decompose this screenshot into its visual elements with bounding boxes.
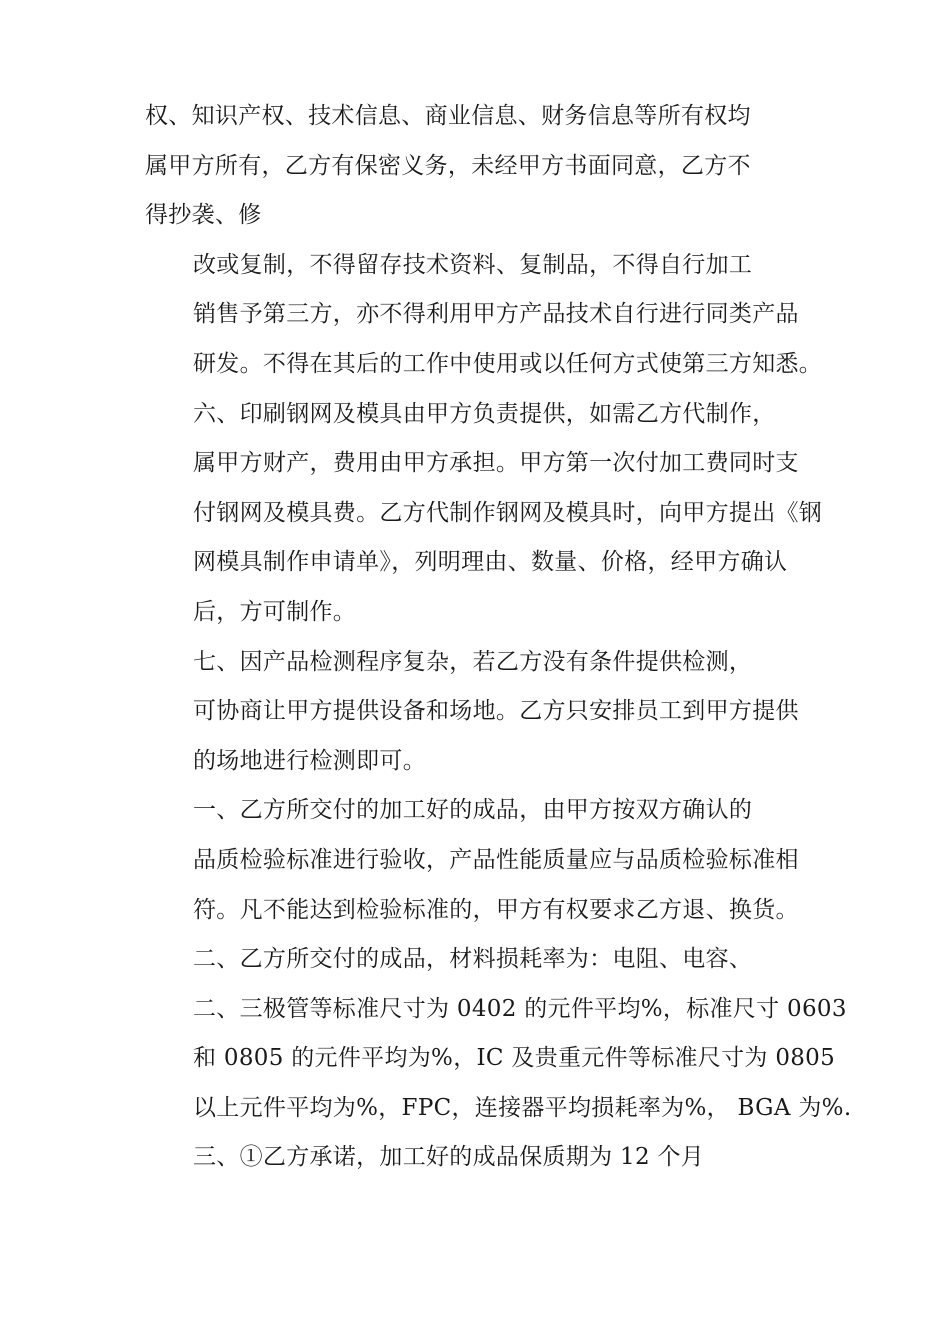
text-line: 一、乙方所交付的加工好的成品，由甲方按双方确认的 xyxy=(193,797,753,824)
text-line: 六、印刷钢网及模具由甲方负责提供，如需乙方代制作， xyxy=(193,400,776,427)
paragraph-acceptance-clause-one xyxy=(145,786,810,935)
text-line: 付钢网及模具费。乙方代制作钢网及模具时，向甲方提出《钢 xyxy=(193,499,823,526)
paragraph-confidentiality-cont xyxy=(145,92,810,241)
text-line: 网模具制作申请单》，列明理由、数量、价格，经甲方确认 xyxy=(193,549,788,576)
text-line: 符。凡不能达到检验标准的，甲方有权要求乙方退、换货。 xyxy=(193,896,799,923)
text-line: 三、①乙方承诺，加工好的成品保质期为 12 个月 xyxy=(193,1144,705,1171)
text-line: 权、知识产权、技术信息、商业信息、财务信息等所有权均 xyxy=(145,103,751,129)
text-line: 后，方可制作。 xyxy=(193,598,357,625)
paragraph-clause-six xyxy=(145,390,823,638)
text-line: 二、三极管等标准尺寸为 0402 的元件平均%，标准尺寸 0603 xyxy=(193,995,847,1022)
text-line: 以上元件平均为%，FPC，连接器平均损耗率为%， BGA 为%. xyxy=(193,1094,852,1121)
paragraph-warranty-clause-three xyxy=(145,1133,810,1183)
text-line: 七、因产品检测程序复杂，若乙方没有条件提供检测， xyxy=(193,648,753,675)
text-line: 得抄袭、修 xyxy=(145,202,262,229)
paragraph-no-copying xyxy=(145,241,823,390)
text-line: 属甲方财产，费用由甲方承担。甲方第一次付加工费同时支 xyxy=(193,450,799,477)
paragraph-loss-rate-clause-two xyxy=(145,935,852,1133)
text-line: 的场地进行检测即可。 xyxy=(193,747,426,774)
text-line: 品质检验标准进行验收，产品性能质量应与品质检验标准相 xyxy=(193,846,799,873)
text-line: 可协商让甲方提供设备和场地。乙方只安排员工到甲方提供 xyxy=(193,698,799,725)
text-line: 销售予第三方，亦不得利用甲方产品技术自行进行同类产品 xyxy=(193,301,799,328)
paragraph-clause-seven xyxy=(145,638,810,787)
text-line: 改或复制，不得留存技术资料、复制品，不得自行加工 xyxy=(193,251,753,278)
text-line: 属甲方所有，乙方有保密义务，未经甲方书面同意，乙方不 xyxy=(145,152,751,179)
text-line: 二、乙方所交付的成品，材料损耗率为：电阻、电容、 xyxy=(193,946,753,973)
text-line: 研发。不得在其后的工作中使用或以任何方式使第三方知悉。 xyxy=(193,350,823,377)
document-body xyxy=(145,92,852,1183)
text-line: 和 0805 的元件平均为%，IC 及贵重元件等标准尺寸为 0805 xyxy=(193,1045,836,1072)
